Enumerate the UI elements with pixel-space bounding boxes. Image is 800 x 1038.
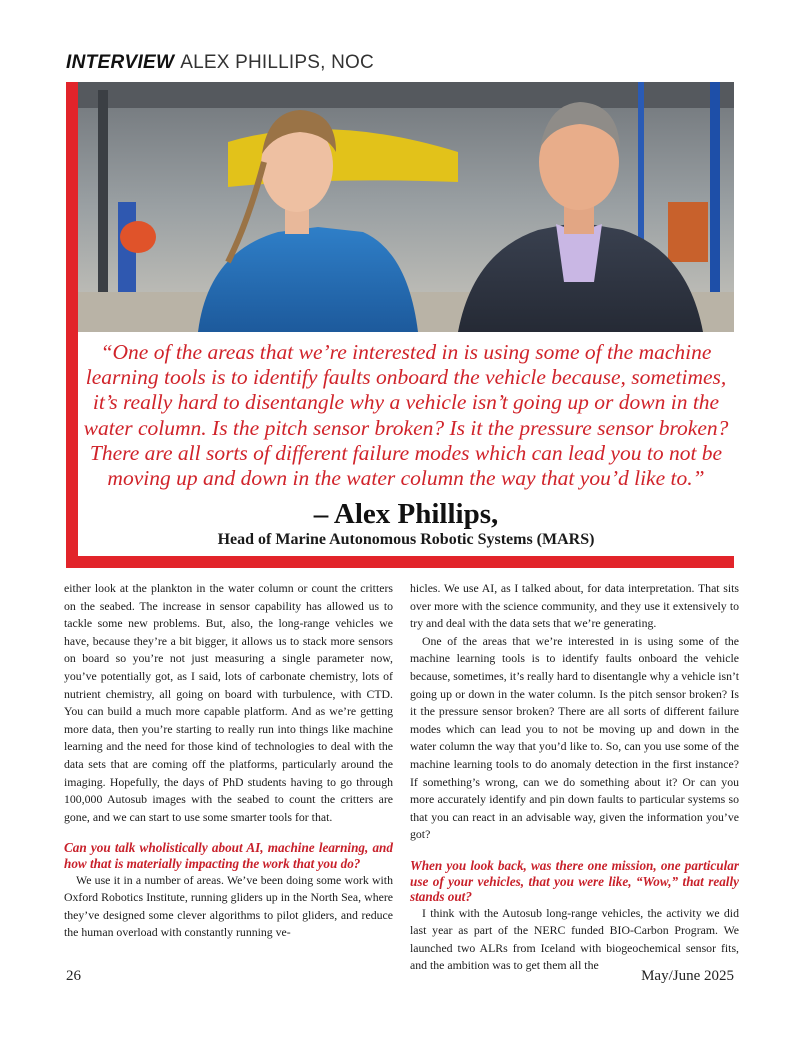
accent-bar-horizontal <box>66 556 734 568</box>
pull-quote-line: “One of the areas that we’re interested in is using some of the machine <box>100 340 712 364</box>
section-kicker: INTERVIEW <box>66 52 175 73</box>
interview-subject: ALEX PHILLIPS, NOC <box>180 52 374 73</box>
page-number: 26 <box>66 968 81 984</box>
body-paragraph: hicles. We use AI, as I talked about, for data interpretation. That sits over more with the science community, and they use it extensively to try and deal with the data sets that we’re generating. <box>410 581 739 631</box>
quote-attribution-title: Head of Marine Autonomous Robotic Systems (MARS) <box>217 531 595 548</box>
interview-question: Can you talk wholistically about AI, machine learning, and how that is materially impacting the work that you do? <box>64 840 393 871</box>
pull-quote <box>78 340 734 491</box>
quote-attribution-name: – Alex Phillips, <box>313 498 499 530</box>
interview-photo <box>78 82 734 332</box>
pull-quote-line: There are all sorts of different failure modes which can lead you to not be <box>89 440 723 465</box>
photo-illustration <box>78 82 734 332</box>
pull-quote-line: it’s really hard to disentangle why a vehicle isn’t going up or down in the <box>92 390 720 415</box>
article-column-right <box>410 580 739 975</box>
body-paragraph: I think with the Autosub long-range vehicles, the activity we did last year as part of the NERC funded BIO-Carbon Program. We launched two ALRs from Iceland with biogeochemical sensor fits, and the ambition was to get them all the <box>410 905 739 973</box>
body-paragraph: One of the areas that we’re interested in is using some of the machine learning tools is to identify faults onboard the vehicle because, sometimes, it’s really hard to disentangle why a vehicle isn’t going up or down in the water column. Is the pitch sensor broken? Is it the pressure sensor broken? There are all sorts of different failure modes which can lead you to not be moving up and down in the water column the way that you’d like to. So, can you use some of the machine learning tools to do anomaly detection in the first instance? If something’s wrong, can we do something about it? Or can you more accurately identify and pin down faults to particular systems so that you can react in an advisable way, given the information you’ve got? <box>410 633 739 842</box>
body-paragraph: either look at the plankton in the water column or count the critters on the seabed. The increase in sensor capability has allowed us to tackle some new problems. But, also, the long-range vehicles we have, because they’re a bit bigger, it allows us to stack more sensors on board so you’re not just measuring a single parameter now, you’ve potentially got, as I said, lots of carbonate chemistry, lots of nutrient chemistry, all going on board with turbulence, with CTD. You can build a much more capable platform. And as we’re getting more data, then you’re starting to really run into things like machine learning and the need for those kind of technologies to deal with the data sets that are coming off the platforms, particularly around the imaging. Hopefully, the days of PhD students having to go through 100,000 Autosub images with the seabed to count the critters are gone, and we can start to use some smarter tools for that. <box>64 581 393 824</box>
interview-question: When you look back, was there one mission, one particular use of your vehicles, that you were like, “Wow,” that really stands out? <box>410 857 739 905</box>
article-column-left <box>64 580 393 942</box>
accent-bar-vertical <box>66 82 78 568</box>
pull-quote-line: water column. Is the pitch sensor broken? Is it the pressure sensor broken? <box>83 415 729 440</box>
issue-date: May/June 2025 <box>641 968 734 984</box>
pull-quote-line: learning tools is to identify faults onboard the vehicle because, sometimes, <box>85 365 727 390</box>
pull-quote-line: moving up and down in the water column the way that you’d like to.” <box>107 466 705 491</box>
body-paragraph: We use it in a number of areas. We’ve been doing some work with Oxford Robotics Institute, running gliders up in the North Sea, where they’ve designed some clever algorithms to pilot gliders, and reduce the human overload with constantly running ve- <box>64 872 393 940</box>
section-header <box>66 52 374 74</box>
